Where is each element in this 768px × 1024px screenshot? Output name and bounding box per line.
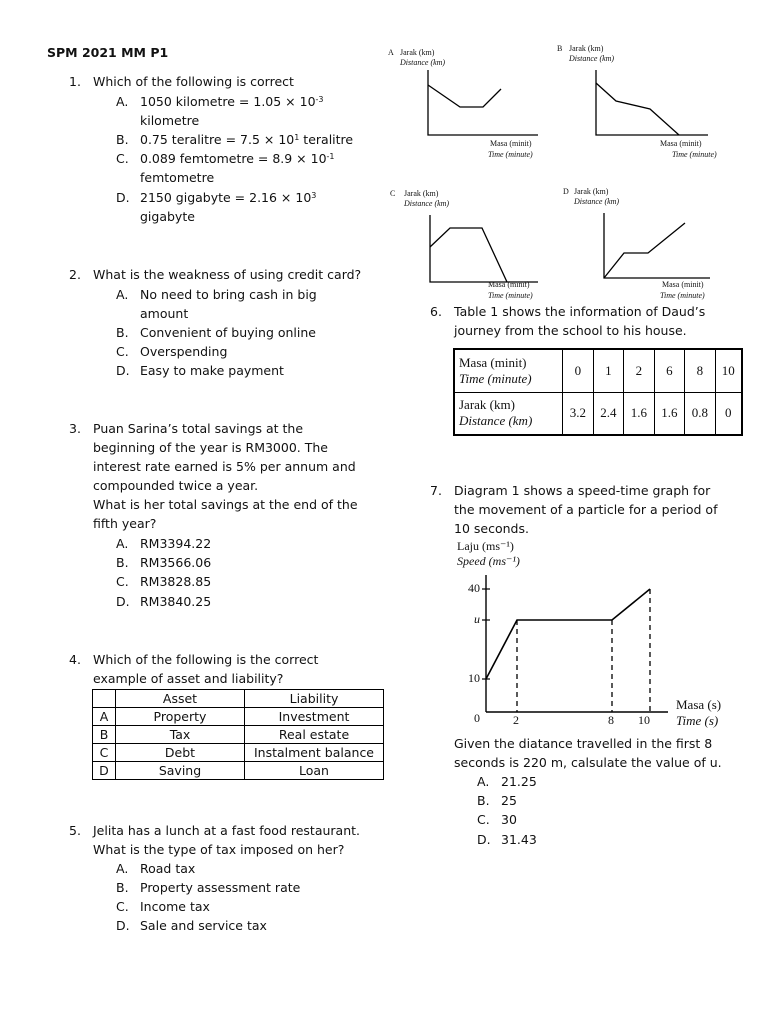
distance-time-graphs: [388, 45, 728, 303]
option-letter: A.: [116, 536, 129, 551]
option-letter: D.: [116, 918, 130, 933]
table-row[interactable]: B Tax Real estate: [93, 726, 384, 744]
option-letter: C.: [477, 812, 490, 827]
graph-b-xlabel-ms: Masa (minit): [660, 139, 702, 148]
option-a[interactable]: [116, 859, 366, 878]
option-text: Overspending: [140, 344, 228, 359]
option-text: 25: [501, 793, 517, 808]
graph-a-ylabel-en: Distance (km): [400, 58, 446, 67]
option-c[interactable]: [116, 149, 366, 187]
graph-c-line: [430, 228, 507, 282]
table-header-row: Asset Liability: [93, 690, 384, 708]
graph-c-ylabel-ms: Jarak (km): [404, 189, 439, 198]
page-title: SPM 2021 MM P1: [47, 45, 169, 60]
graph-b-xlabel-en: Time (minute): [672, 150, 717, 159]
question-number: 5.: [69, 823, 81, 838]
graph-b-ylabel-ms: Jarak (km): [569, 44, 604, 53]
option-text: Convenient of buying online: [140, 325, 316, 340]
graph-c-letter: C: [390, 189, 396, 198]
table-row[interactable]: C Debt Instalment balance: [93, 744, 384, 762]
option-c[interactable]: [116, 897, 366, 916]
option-b[interactable]: [116, 323, 366, 342]
question-1: [69, 72, 369, 91]
graph-d-letter: D: [563, 187, 569, 196]
option-letter: C.: [116, 344, 129, 359]
option-text: 0.75 teralitre = $7.5 \times 10^1$ teralitre: [140, 132, 354, 147]
question-text: Which of the following is correct: [93, 74, 294, 89]
x-tick-label-8: 8: [608, 713, 614, 727]
option-b[interactable]: [116, 130, 366, 149]
graph-c-xlabel-en: Time (minute): [488, 291, 533, 300]
option-b[interactable]: [116, 553, 366, 572]
question-7-given: Given the diatance travelled in the first 8 seconds is 220 m, calsulate the value of u.: [454, 736, 722, 770]
graph-c-ylabel-en: Distance (km): [404, 199, 450, 208]
option-c[interactable]: [477, 810, 627, 829]
option-text: 2150 gigabyte = $2.16 \times 10^3$ gigabyte: [140, 190, 317, 224]
graph-a-line: [428, 85, 501, 107]
option-b[interactable]: [116, 878, 366, 897]
graph-d-ylabel-en: Distance (km): [574, 197, 620, 206]
question-6: [430, 302, 750, 340]
option-d[interactable]: [116, 916, 366, 935]
question-text: Jelita has a lunch at a fast food restaurant. What is the type of tax imposed on her?: [93, 823, 361, 857]
question-7: [430, 481, 750, 538]
table-row-time: Masa (minit) Time (minute) 0 1 2 6 8 10: [454, 349, 742, 392]
option-text: RM3828.85: [140, 574, 212, 589]
option-a[interactable]: [116, 534, 366, 553]
option-text: Easy to make payment: [140, 363, 284, 378]
option-a[interactable]: [116, 92, 366, 130]
journey-table: [453, 348, 743, 436]
option-text: RM3840.25: [140, 594, 212, 609]
y-tick-label-u: u: [474, 612, 480, 626]
graph-b-ylabel-en: Distance (km): [569, 54, 615, 63]
x-tick-label-2: 2: [513, 713, 519, 727]
option-text: RM3394.22: [140, 536, 212, 551]
option-letter: B.: [116, 880, 129, 895]
speed-ylabel-en: Speed (ms⁻¹): [457, 554, 520, 568]
option-c[interactable]: [116, 572, 366, 591]
speed-line: [486, 589, 650, 679]
question-text: Diagram 1 shows a speed-time graph for the movement of a particle for a period of 10 seconds.: [454, 483, 718, 536]
option-text: 30: [501, 812, 517, 827]
graph-d-xlabel-en: Time (minute): [660, 291, 705, 300]
option-letter: A.: [477, 774, 490, 789]
option-letter: C.: [116, 574, 129, 589]
time-header: Masa (minit) Time (minute): [454, 349, 563, 392]
question-3: [69, 419, 389, 533]
option-a[interactable]: [477, 772, 627, 791]
graph-d-ylabel-ms: Jarak (km): [574, 187, 609, 196]
table-row[interactable]: D Saving Loan: [93, 762, 384, 780]
option-letter: B.: [116, 555, 129, 570]
graph-b-line: [596, 83, 679, 135]
option-letter: A.: [116, 94, 129, 109]
speed-xlabel-en: Time (s): [676, 713, 719, 728]
x-tick-label-10: 10: [638, 713, 650, 727]
option-letter: D.: [116, 190, 130, 205]
question-text: What is the weakness of using credit card?: [93, 267, 362, 282]
question-5: [69, 821, 389, 859]
speed-ylabel-ms: Laju (ms⁻¹): [457, 539, 514, 553]
option-c[interactable]: [116, 342, 366, 361]
option-letter: D.: [477, 832, 491, 847]
x-tick-label-0: 0: [474, 711, 480, 725]
asset-liability-table: [92, 689, 384, 780]
option-text: Property assessment rate: [140, 880, 301, 895]
option-d[interactable]: [116, 361, 366, 380]
graph-d-xlabel-ms: Masa (minit): [662, 280, 704, 289]
question-number: 3.: [69, 421, 81, 436]
distance-header: Jarak (km) Distance (km): [454, 392, 563, 435]
option-text: 21.25: [501, 774, 537, 789]
option-text: RM3566.06: [140, 555, 212, 570]
speed-time-graph: [440, 575, 680, 720]
option-letter: C.: [116, 899, 129, 914]
option-d[interactable]: [477, 830, 627, 849]
graph-a-ylabel-ms: Jarak (km): [400, 48, 435, 57]
graph-b-axes: [596, 70, 708, 135]
option-text: 1050 kilometre = $1.05 \times 10^{-3}$ kilometre: [140, 94, 324, 128]
y-tick-label-10: 10: [468, 671, 480, 685]
y-tick-label-40: 40: [468, 581, 480, 595]
option-letter: B.: [477, 793, 490, 808]
option-letter: D.: [116, 594, 130, 609]
speed-xlabel-ms: Masa (s): [676, 697, 722, 712]
question-number: 1.: [69, 74, 81, 89]
question-number: 2.: [69, 267, 81, 282]
option-letter: D.: [116, 363, 130, 378]
option-d[interactable]: [116, 592, 366, 611]
option-text: Road tax: [140, 861, 196, 876]
option-text: 31.43: [501, 832, 537, 847]
option-d[interactable]: [116, 188, 366, 226]
option-b[interactable]: [477, 791, 627, 810]
option-letter: B.: [116, 132, 129, 147]
option-text: 0.089 femtometre = $8.9 \times 10^{-1}$ femtometre: [140, 151, 335, 185]
graph-a-xlabel-en: Time (minute): [488, 150, 533, 159]
graph-b-letter: B: [557, 44, 563, 53]
option-text: Income tax: [140, 899, 210, 914]
option-text: Sale and service tax: [140, 918, 267, 933]
question-2: [69, 265, 389, 284]
option-letter: B.: [116, 325, 129, 340]
question-number: 7.: [430, 483, 442, 498]
question-number: 6.: [430, 304, 442, 319]
question-4: [69, 650, 389, 688]
graph-a-letter: A: [388, 48, 394, 57]
graph-d-line: [604, 223, 685, 278]
option-a[interactable]: [116, 285, 366, 323]
option-text: No need to bring cash in big amount: [140, 287, 317, 321]
option-letter: C.: [116, 151, 129, 166]
graph-a-axes: [428, 70, 538, 135]
question-text: Puan Sarina’s total savings at the beginning of the year is RM3000. The interest rate earned is 5% per annum and compounded twice a year. What is her total savings at the end of the fifth year?: [93, 421, 358, 531]
graph-c-xlabel-ms: Masa (minit): [488, 280, 530, 289]
question-text: Which of the following is the correct example of asset and liability?: [93, 652, 319, 686]
table-row[interactable]: A Property Investment: [93, 708, 384, 726]
question-text: Table 1 shows the information of Daud’s journey from the school to his house.: [454, 304, 706, 338]
option-letter: A.: [116, 861, 129, 876]
question-number: 4.: [69, 652, 81, 667]
table-row-distance: Jarak (km) Distance (km) 3.2 2.4 1.6 1.6 0.8 0: [454, 392, 742, 435]
graph-c-axes: [430, 215, 538, 282]
graph-a-xlabel-ms: Masa (minit): [490, 139, 532, 148]
option-letter: A.: [116, 287, 129, 302]
